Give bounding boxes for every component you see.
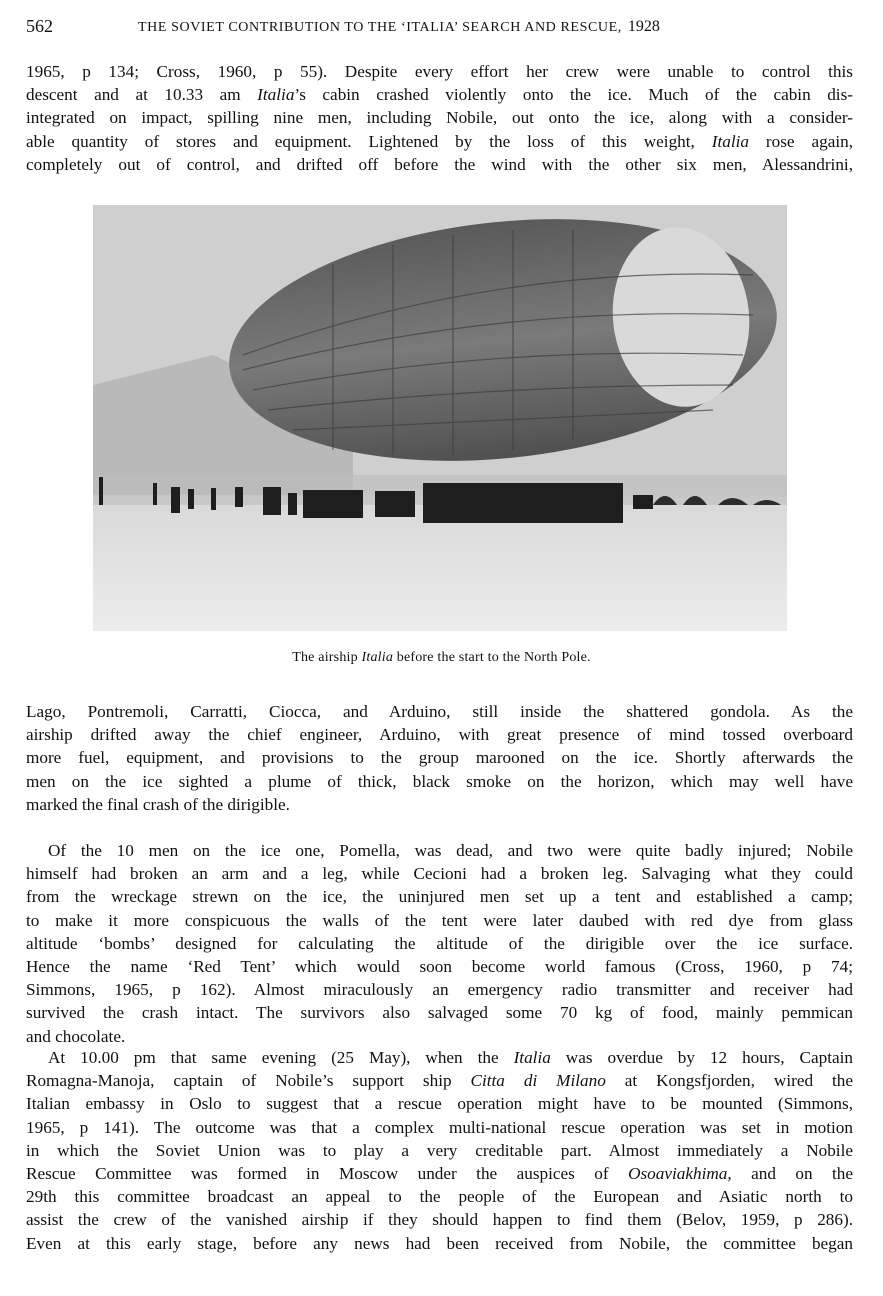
paragraph-continued <box>26 60 853 176</box>
running-header <box>26 14 856 40</box>
text-line: Even at this early stage, before any news had been received from Nobile, the committee began <box>26 1233 853 1253</box>
ship-name: Italia <box>711 131 750 151</box>
text-line: Hence the name ‘Red Tent’ which would soon become world famous (Cross, 1960, p 74; <box>26 957 853 977</box>
text-line: Of the 10 men on the ice one, Pomella, was dead, and two were quite badly injured; Nobile <box>48 841 853 860</box>
ship-name: Italia <box>257 85 295 105</box>
text-line: assist the crew of the vanished airship if they should happen to find them (Belov, 1959, p 286). <box>26 1210 853 1230</box>
text-line: survived the crash intact. The survivors also salvaged some 70 kg of food, mainly pemmican <box>26 1003 853 1023</box>
text-line: able quantity of stores and equipment. Lightened by the loss of this weight, Italia rose again, <box>26 131 853 151</box>
text-line: Simmons, 1965, p 162). Almost miraculously an emergency radio transmitter and receiver had <box>26 980 853 1000</box>
text-line: descent and at 10.33 am Italia’s cabin crashed violently onto the ice. Much of the cabin dis- <box>26 85 853 105</box>
text-line: himself had broken an arm and a leg, while Cecioni had a broken leg. Salvaging what they could <box>26 864 853 884</box>
text-line: Italian embassy in Oslo to suggest that a rescue operation might have to be mounted (Simmons, <box>26 1094 853 1114</box>
running-title-year: 1928 <box>627 18 660 35</box>
text-line: and chocolate. <box>26 1026 126 1046</box>
text-line: Rescue Committee was formed in Moscow under the auspices of Osoaviakhima, and on the <box>26 1164 853 1184</box>
text-line: 29th this committee broadcast an appeal to the people of the European and Asiatic north to <box>26 1187 853 1207</box>
figure-caption: The airship Italia before the start to the North Pole. <box>292 650 591 665</box>
text-line: from the wreckage strewn on the ice, the uninjured men set up a tent and established a camp; <box>26 887 853 907</box>
text-line: 1965, p 141). The outcome was that a complex multi-national rescue operation was set in motion <box>26 1117 853 1137</box>
airship-photograph <box>93 205 787 631</box>
airship-italia-image <box>93 205 787 631</box>
text-line: altitude ‘bombs’ designed for calculating the altitude of the dirigible over the ice surface. <box>26 933 853 953</box>
paragraph <box>26 700 853 816</box>
text-line: men on the ice sighted a plume of thick, black smoke on the horizon, which may well have <box>26 771 853 791</box>
ship-name: Italia <box>361 650 394 665</box>
text-line: more fuel, equipment, and provisions to the group marooned on the ice. Shortly afterwards the <box>26 748 853 768</box>
running-title: THE SOVIET CONTRIBUTION TO THE ‘ITALIA’ SEARCH AND RESCUE, 1928 <box>138 18 660 35</box>
text-line: integrated on impact, spilling nine men, including Nobile, out onto the ice, along with a consider- <box>26 108 853 128</box>
text-line: Romagna-Manoja, captain of Nobile’s support ship Citta di Milano at Kongsfjorden, wired the <box>26 1071 853 1091</box>
text-line: At 10.00 pm that same evening (25 May), when the Italia was overdue by 12 hours, Captain <box>48 1048 853 1067</box>
text-line: to make it more conspicuous the walls of the tent were later daubed with red dye from glass <box>26 910 853 930</box>
text-line: airship drifted away the chief engineer, Arduino, with great presence of mind tossed overboard <box>26 725 853 745</box>
ship-name: Citta di Milano <box>470 1071 606 1091</box>
text-line: 1965, p 134; Cross, 1960, p 55). Despite every effort her crew were unable to control this <box>26 62 853 81</box>
text-line: Lago, Pontremoli, Carratti, Ciocca, and Arduino, still inside the shattered gondola. As the <box>26 702 853 721</box>
organization-name: Osoaviakhima, <box>628 1164 732 1184</box>
text-line: marked the final crash of the dirigible. <box>26 794 290 814</box>
text-line: in which the Soviet Union was to play a very creditable part. Almost immediately a Nobile <box>26 1140 853 1160</box>
paragraph <box>26 839 853 1048</box>
ship-name: Italia <box>513 1048 551 1067</box>
paragraph <box>26 1046 853 1255</box>
page-number: 562 <box>26 16 53 36</box>
text-line: completely out of control, and drifted off before the wind with the other six men, Alessandrini, <box>26 154 853 174</box>
